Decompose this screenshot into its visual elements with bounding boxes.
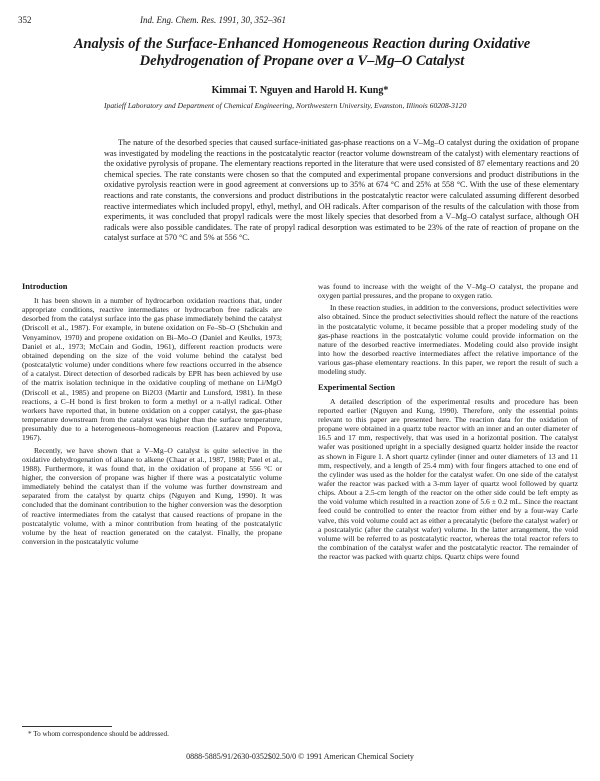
footnote-rule [22,726,112,727]
section-heading-introduction: Introduction [22,282,68,291]
intro-paragraph-2: Recently, we have shown that a V–Mg–O catalyst is quite selective in the oxidative dehydrogenation of alkane to alkene (Chaar et al., 1987, 1988; Patel et al., 1988). Furthermore, it was found that, in the oxidation of propane at 556 °C or higher, the conversion of propane was higher if there was a postcatalytic volume immediately behind the catalyst than if the volume was further downstream and separated from the catalyst by quartz chips (Nguyen and Kung, 1990). It was concluded that the dominant contribution to the higher conversion was the desorption of reactive intermediates from the catalyst that caused reactions of propane in the postcatalytic volume, with a minor contribution from heating of the postcatalytic volume by the heat of reaction generated on the catalyst. Finally, the propane conversion in the postcatalytic volume [22,445,282,547]
journal-header: Ind. Eng. Chem. Res. 1991, 30, 352–361 [140,15,286,25]
copyright-footer: 0888-5885/91/2630-0352$02.50/0 © 1991 American Chemical Society [186,752,414,761]
affiliation: Ipatieff Laboratory and Department of Chemical Engineering, Northwestern University, Evanston, Illinois 60208-3120 [104,101,467,110]
left-column [22,282,282,549]
paper-title: Analysis of the Surface-Enhanced Homogeneous Reaction during Oxidative Dehydrogenation of Propane over a V–Mg–O Catalyst [73,36,531,69]
intro-paragraph-1: It has been shown in a number of hydrocarbon oxidation reactions that, under appropriate conditions, reactive intermediates or hydrocarbon free radicals are desorbed from the catalyst surface into the gas phase immediately behind the catalyst (Driscoll et al., 1987). For example, in butene oxidation on Fe–Sb–O (Shchukin and Venyaminov, 1970) and propene oxidation on Bi–Mo–O (Daniel and Keulks, 1973; Daniel et al., 1973; McCain and Godin, 1961), different reaction products were obtained depending on the size of the void volume behind the catalyst bed (postcatalytic volume) under conditions where few reactions occurred in the absence of a catalyst. Direct detection of desorbed radicals by EPR has been achieved by use of the matrix isolation technique in the oxidative coupling of methane on Li/MgO (Driscoll et al., 1985) and propene on Bi2O3 (Martir and Lunsford, 1981). In these reactions, a C–H bond is first broken to form a methyl or a π-allyl radical. Other workers have reported that, in butene oxidation on a copper catalyst, the gas-phase temperature downstream from the catalyst was higher than the surface temperature, presumably due to a heterogeneous–homogeneous reaction (Lazarev and Popova, 1967). [22,296,282,443]
authors: Kimmai T. Nguyen and Harold H. Kung* [211,85,389,96]
experimental-paragraph-1: A detailed description of the experimental results and procedure has been reported earlier (Nguyen and Kung, 1990). Therefore, only the essential points relevant to this paper are presented here. The reaction data for the oxidation of propane were obtained in a quartz tube reactor with an inner and an outer diameter of 16.5 and 17 mm, respectively, that was used in a horizontal position. The catalyst wafer was positioned upright in a specially designed quartz holder inside the reactor as shown in Figure 1. A short quartz cylinder (inner and outer diameters of 13 and 11 mm, respectively, and a length of 25.4 mm) with four fingers attached to one end of the cylinder was used as the holder for the catalyst wafer. On one side of the catalyst wafer the reactor was packed with a 3-mm layer of quartz wool followed by quartz chips. About a 2.5-cm length of the reactor on the other side could be left empty as the void volume which resulted in a reaction zone of 5.6 ± 0.2 mL. Since the reactant feed could be controlled to enter the reactor from either end by a four-way Carle valve, this void volume could act as either a precatalytic (before the catalyst wafer) or a postcatalytic (after the catalyst wafer) volume. In the latter arrangement, the void volume will be referred to as postcatalytic reactor, whereas the total reactor refers to the combination of the catalyst wafer and the postcatalytic reactor. The remainder of the reactor was packed with quartz chips. Quartz chips were found [318,396,578,562]
footnote: * To whom correspondence should be addressed. [28,730,169,738]
section-heading-experimental: Experimental Section [318,382,395,392]
intro-paragraph-3: In these reaction studies, in addition to the conversions, product selectivities were also obtained. Since the product selectivities should reflect the nature of the reactions in the postcatalytic volume, it became possible that a proper modeling study of the gas-phase reactions in the postcatalytic volume could provide information on the nature of the desorbed reactive intermediates. Modeling could also provide insight into how the desorbed reactive intermediates affect the relative importance of the various gas-phase elementary reactions. In this paper, we report the result of such a modeling study. [318,303,578,377]
abstract: The nature of the desorbed species that caused surface-initiated gas-phase reactions on a V–Mg–O catalyst during the oxidation of propane was investigated by modeling the reactions in the postcatalytic reactor (reactor volume downstream of the catalyst) with elementary reactions of the oxidative pyrolysis of propane. The elementary reactions reported in the literature that were used consisted of 87 elementary reactions and 20 chemical species. The rate constants were chosen so that the computed and experimental propane conversions and product distributions in the oxidative pyrolysis reaction were in good agreement at conversions up to 35% at 674 °C and 25% at 558 °C. With the use of these elementary reactions and rate constants, the conversions and product distributions in the postcatalytic reactor were calculated assuming different desorbed reactive intermediates which included propyl, ethyl, methyl, and OH radicals. After comparison of the results of the calculation with those from experiments, it was concluded that propyl radicals were the most likely species that desorbed from a V–Mg–O catalyst surface, although OH radicals were also possible candidates. The rate of propyl radical desorption was estimated to be 23% of the rate of reaction of propane on the catalyst surface at 570 °C and 5% at 556 °C. [104,138,580,243]
page-number: 352 [18,15,32,25]
right-column [318,282,578,564]
intro-paragraph-continued: was found to increase with the weight of the V–Mg–O catalyst, the propane and oxygen partial pressures, and the propane to oxygen ratio. [318,282,578,301]
